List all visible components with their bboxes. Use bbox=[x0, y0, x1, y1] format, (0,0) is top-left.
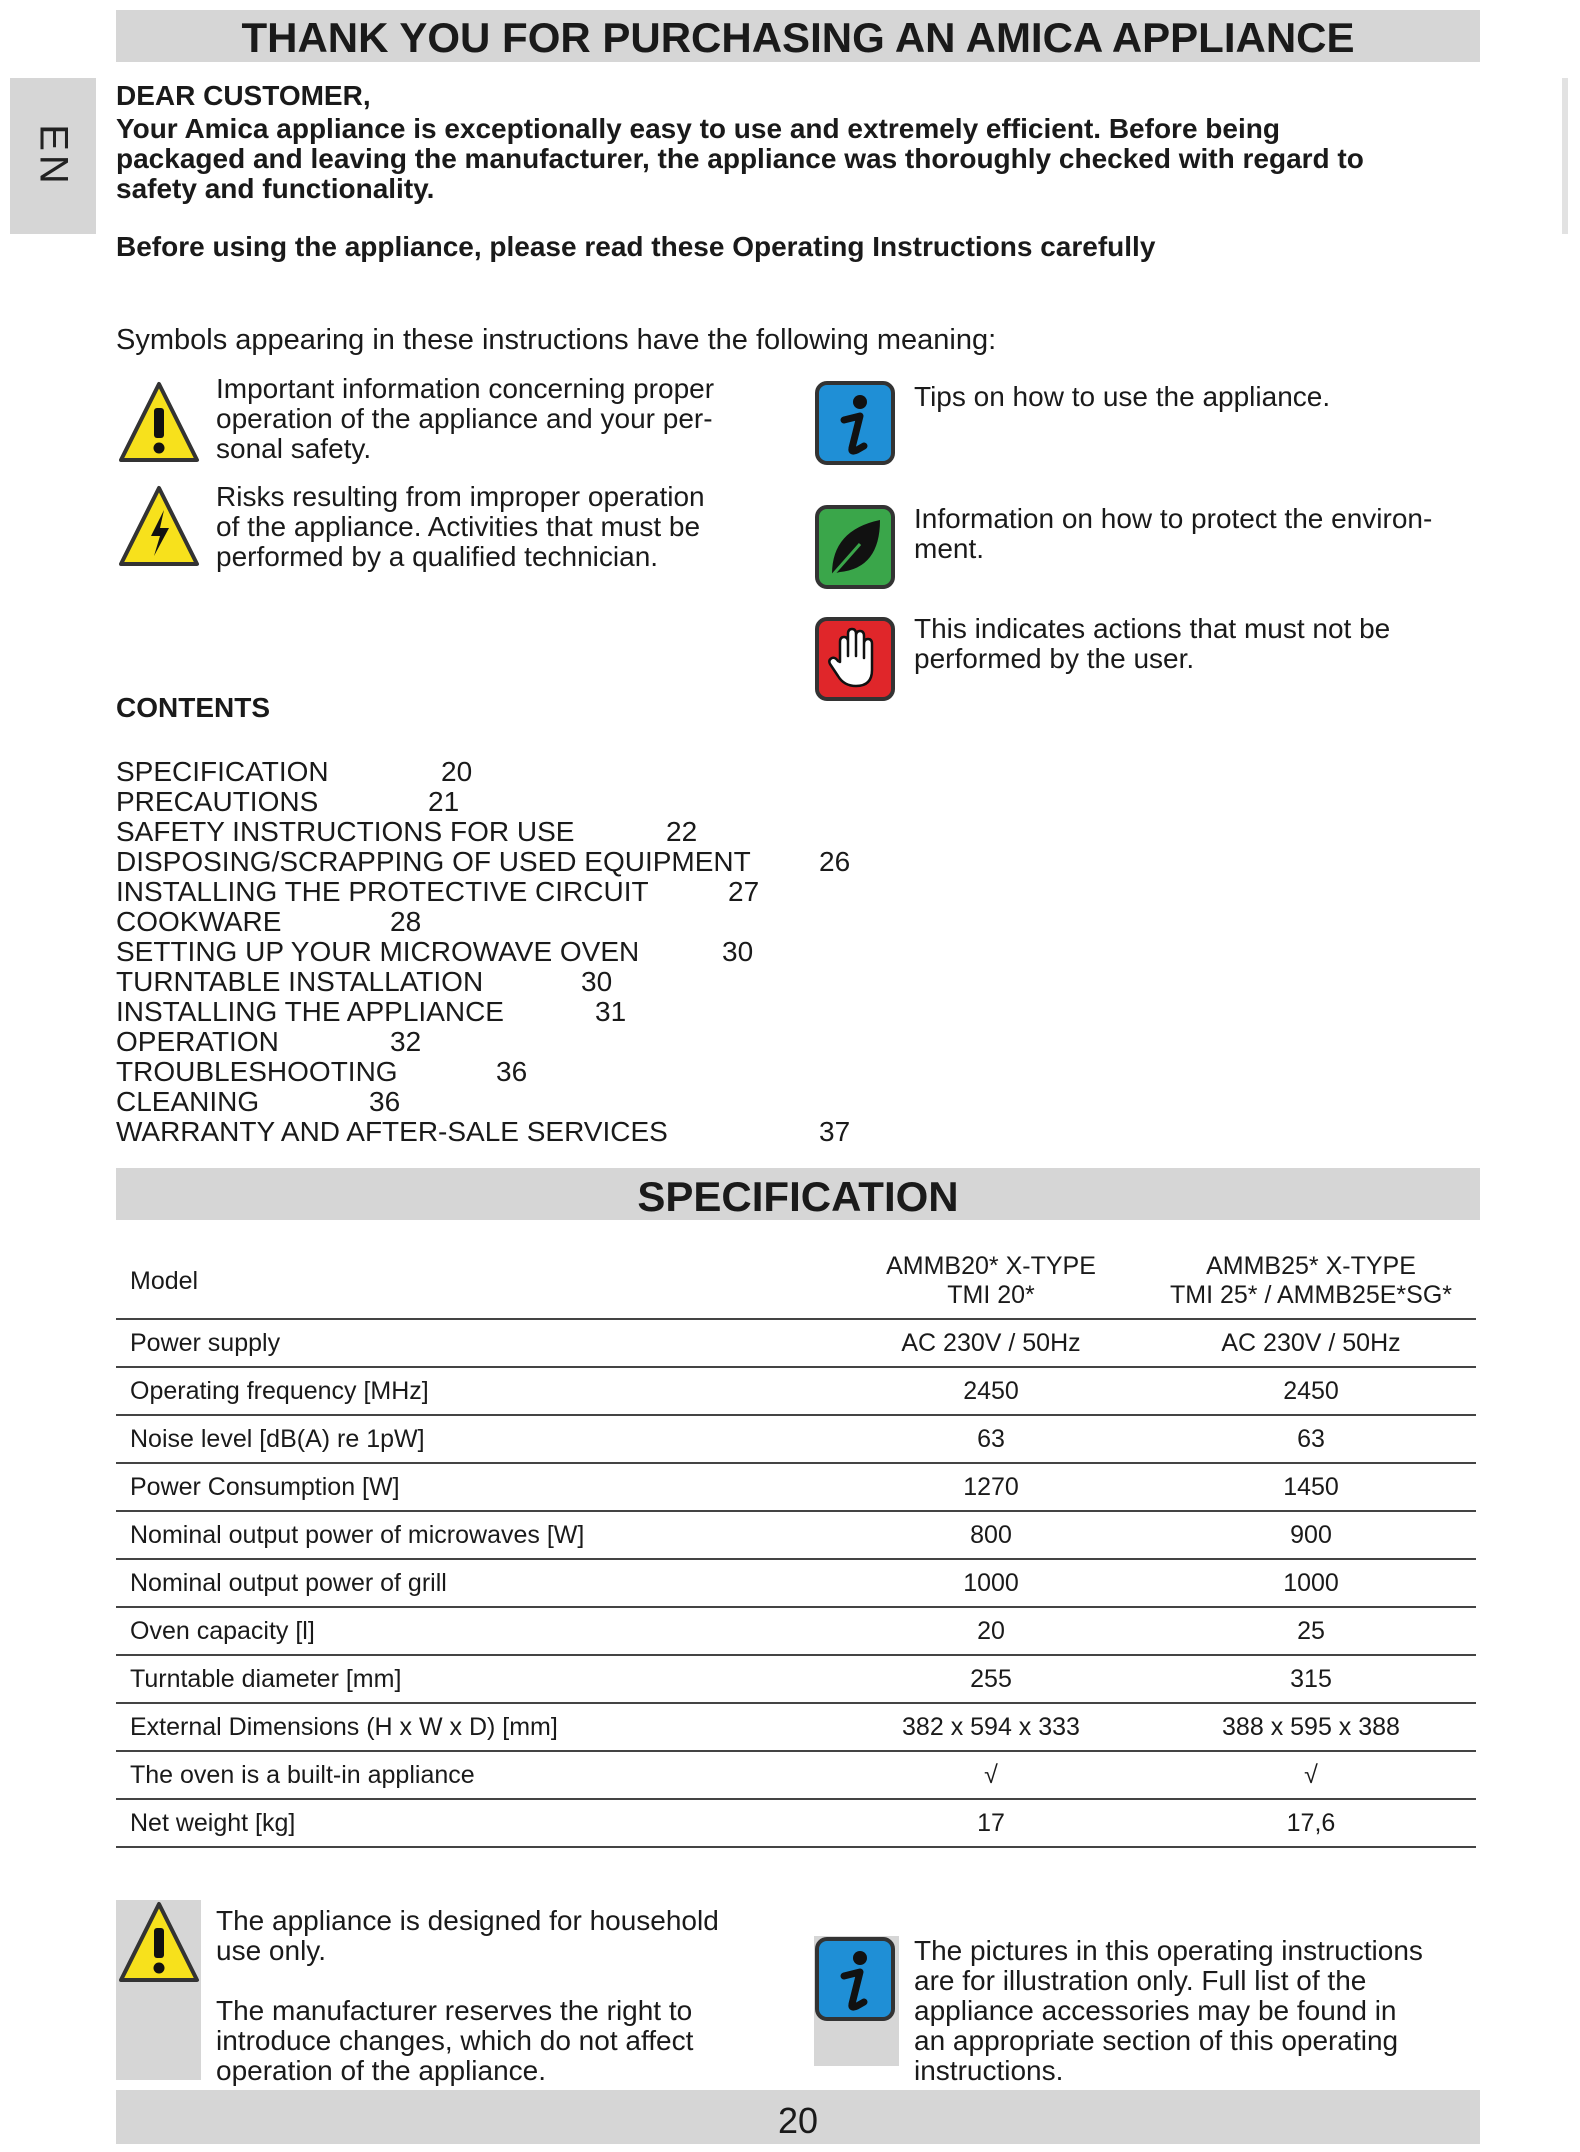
info-description: Tips on how to use the appliance. bbox=[914, 381, 1331, 412]
toc-label: DISPOSING/SCRAPPING OF USED EQUIPMENT bbox=[116, 846, 751, 877]
page-number: 20 bbox=[116, 2090, 1480, 2144]
toc-page-number: 30 bbox=[581, 966, 613, 997]
symbols-intro: Symbols appearing in these instructions have the following meaning: bbox=[116, 324, 997, 356]
toc-label: COOKWARE bbox=[116, 906, 282, 937]
table-header-row bbox=[116, 1244, 1476, 1319]
info-icon bbox=[814, 380, 896, 466]
toc-page-number: 26 bbox=[819, 846, 851, 877]
toc-page-number: 22 bbox=[666, 816, 698, 847]
toc-label: OPERATION bbox=[116, 1026, 279, 1057]
model-a-value: 382 x 594 x 333 bbox=[836, 1703, 1146, 1751]
toc-item bbox=[116, 756, 473, 787]
toc-label: SAFETY INSTRUCTIONS FOR USE bbox=[116, 816, 575, 847]
model-a-value: 2450 bbox=[836, 1367, 1146, 1415]
warning-description: Important information concerning proper operation of the appliance and your per- sonal safety. bbox=[216, 373, 715, 464]
toc-label: PRECAUTIONS bbox=[116, 786, 319, 817]
language-label: EN bbox=[31, 124, 76, 188]
intro-line: safety and functionality. bbox=[116, 173, 435, 204]
model-label: Model bbox=[130, 1266, 199, 1295]
page-title: THANK YOU FOR PURCHASING AN AMICA APPLIANCE bbox=[116, 10, 1480, 62]
table-row bbox=[116, 1463, 1476, 1511]
toc-item bbox=[116, 816, 698, 847]
model-b-value: 25 bbox=[1146, 1607, 1476, 1655]
environment-description: Information on how to protect the environ- ment. bbox=[914, 503, 1433, 564]
toc-item bbox=[116, 1056, 528, 1087]
specification-table bbox=[116, 1244, 1476, 1848]
model-b-value: 315 bbox=[1146, 1655, 1476, 1703]
table-row bbox=[116, 1511, 1476, 1559]
toc-label: CLEANING bbox=[116, 1086, 260, 1117]
toc-page-number: 36 bbox=[369, 1086, 401, 1117]
toc-label: SPECIFICATION bbox=[116, 756, 329, 787]
spec-label: Turntable diameter [mm] bbox=[116, 1655, 836, 1703]
model-a-value: AC 230V / 50Hz bbox=[836, 1319, 1146, 1367]
spec-label: Power supply bbox=[116, 1319, 836, 1367]
toc-item bbox=[116, 876, 760, 907]
spec-label: Operating frequency [MHz] bbox=[116, 1367, 836, 1415]
toc-item bbox=[116, 936, 754, 967]
toc-label: TROUBLESHOOTING bbox=[116, 1056, 398, 1087]
prohibited-description: This indicates actions that must not be performed by the user. bbox=[914, 613, 1391, 674]
toc-page-number: 30 bbox=[722, 936, 754, 967]
toc-page-number: 28 bbox=[390, 906, 422, 937]
toc-label: INSTALLING THE PROTECTIVE CIRCUIT bbox=[116, 876, 649, 907]
contents-title: CONTENTS bbox=[116, 692, 270, 723]
pictures-note: The pictures in this operating instructions are for illustration only. Full list of the appliance accessories may be found in an appropriate section of this operating instructions. bbox=[914, 1935, 1423, 2086]
warning-icon bbox=[118, 380, 200, 466]
table-row bbox=[116, 1319, 1476, 1367]
table-row bbox=[116, 1655, 1476, 1703]
model-a-value: 63 bbox=[836, 1415, 1146, 1463]
model-b-value: AC 230V / 50Hz bbox=[1146, 1319, 1476, 1367]
household-note: The appliance is designed for household use only. bbox=[216, 1905, 719, 1966]
electric-hazard-icon bbox=[118, 484, 200, 570]
specification-title: SPECIFICATION bbox=[116, 1168, 1480, 1220]
toc-label: SETTING UP YOUR MICROWAVE OVEN bbox=[116, 936, 640, 967]
toc-item bbox=[116, 1116, 851, 1147]
toc-item bbox=[116, 906, 422, 937]
spec-label: Noise level [dB(A) re 1pW] bbox=[116, 1415, 836, 1463]
table-row bbox=[116, 1751, 1476, 1799]
toc-label: TURNTABLE INSTALLATION bbox=[116, 966, 484, 997]
toc-page-number: 36 bbox=[496, 1056, 528, 1087]
toc-item bbox=[116, 1026, 422, 1057]
model-b-value: 17,6 bbox=[1146, 1799, 1476, 1847]
model-a-value: 17 bbox=[836, 1799, 1146, 1847]
greeting: DEAR CUSTOMER, bbox=[116, 80, 371, 111]
toc-item bbox=[116, 1086, 401, 1117]
model-b-value: √ bbox=[1146, 1751, 1476, 1799]
table-row bbox=[116, 1799, 1476, 1847]
model-a-value: 20 bbox=[836, 1607, 1146, 1655]
model-a-header: AMMB20* X-TYPE TMI 20* bbox=[886, 1252, 1096, 1309]
toc-page-number: 32 bbox=[390, 1026, 422, 1057]
toc-page-number: 21 bbox=[428, 786, 460, 817]
spec-label: Power Consumption [W] bbox=[116, 1463, 836, 1511]
toc-page-number: 27 bbox=[728, 876, 760, 907]
toc-item bbox=[116, 846, 851, 877]
manufacturer-note: The manufacturer reserves the right to introduce changes, which do not affect operation of the appliance. bbox=[216, 1995, 694, 2086]
table-row bbox=[116, 1607, 1476, 1655]
model-a-value: 1270 bbox=[836, 1463, 1146, 1511]
toc-page-number: 31 bbox=[595, 996, 627, 1027]
table-row bbox=[116, 1559, 1476, 1607]
toc-item bbox=[116, 786, 460, 817]
model-b-value: 63 bbox=[1146, 1415, 1476, 1463]
spec-label: The oven is a built-in appliance bbox=[116, 1751, 836, 1799]
table-row bbox=[116, 1703, 1476, 1751]
spec-label: External Dimensions (H x W x D) [mm] bbox=[116, 1703, 836, 1751]
intro-line: packaged and leaving the manufacturer, the appliance was thoroughly checked with regard to bbox=[116, 143, 1364, 174]
model-b-value: 388 x 595 x 388 bbox=[1146, 1703, 1476, 1751]
page-edge-marker bbox=[1562, 78, 1568, 234]
table-row bbox=[116, 1415, 1476, 1463]
intro-line: Your Amica appliance is exceptionally easy to use and extremely efficient. Before being bbox=[116, 113, 1280, 144]
toc-label: INSTALLING THE APPLIANCE bbox=[116, 996, 504, 1027]
model-b-value: 1450 bbox=[1146, 1463, 1476, 1511]
model-b-value: 1000 bbox=[1146, 1559, 1476, 1607]
toc-page-number: 37 bbox=[819, 1116, 851, 1147]
model-a-value: 800 bbox=[836, 1511, 1146, 1559]
model-a-value: √ bbox=[836, 1751, 1146, 1799]
toc-item bbox=[116, 966, 613, 997]
spec-label: Nominal output power of microwaves [W] bbox=[116, 1511, 836, 1559]
stop-hand-icon bbox=[814, 616, 896, 702]
model-b-value: 2450 bbox=[1146, 1367, 1476, 1415]
toc-label: WARRANTY AND AFTER-SALE SERVICES bbox=[116, 1116, 668, 1147]
toc-page-number: 20 bbox=[441, 756, 473, 787]
toc-item bbox=[116, 996, 627, 1027]
info-icon bbox=[814, 1936, 896, 2022]
warning-icon bbox=[118, 1900, 200, 1986]
spec-label: Oven capacity [l] bbox=[116, 1607, 836, 1655]
hazard-description: Risks resulting from improper operation of the appliance. Activities that must be performed by a qualified technician. bbox=[216, 481, 705, 572]
language-tab bbox=[10, 78, 96, 234]
model-a-value: 255 bbox=[836, 1655, 1146, 1703]
spec-label: Nominal output power of grill bbox=[116, 1559, 836, 1607]
model-b-value: 900 bbox=[1146, 1511, 1476, 1559]
leaf-icon bbox=[814, 504, 896, 590]
table-row bbox=[116, 1367, 1476, 1415]
model-a-value: 1000 bbox=[836, 1559, 1146, 1607]
read-instructions-note: Before using the appliance, please read these Operating Instructions carefully bbox=[116, 231, 1156, 262]
model-b-header: AMMB25* X-TYPE TMI 25* / AMMB25E*SG* bbox=[1169, 1252, 1453, 1309]
spec-label: Net weight [kg] bbox=[116, 1799, 836, 1847]
